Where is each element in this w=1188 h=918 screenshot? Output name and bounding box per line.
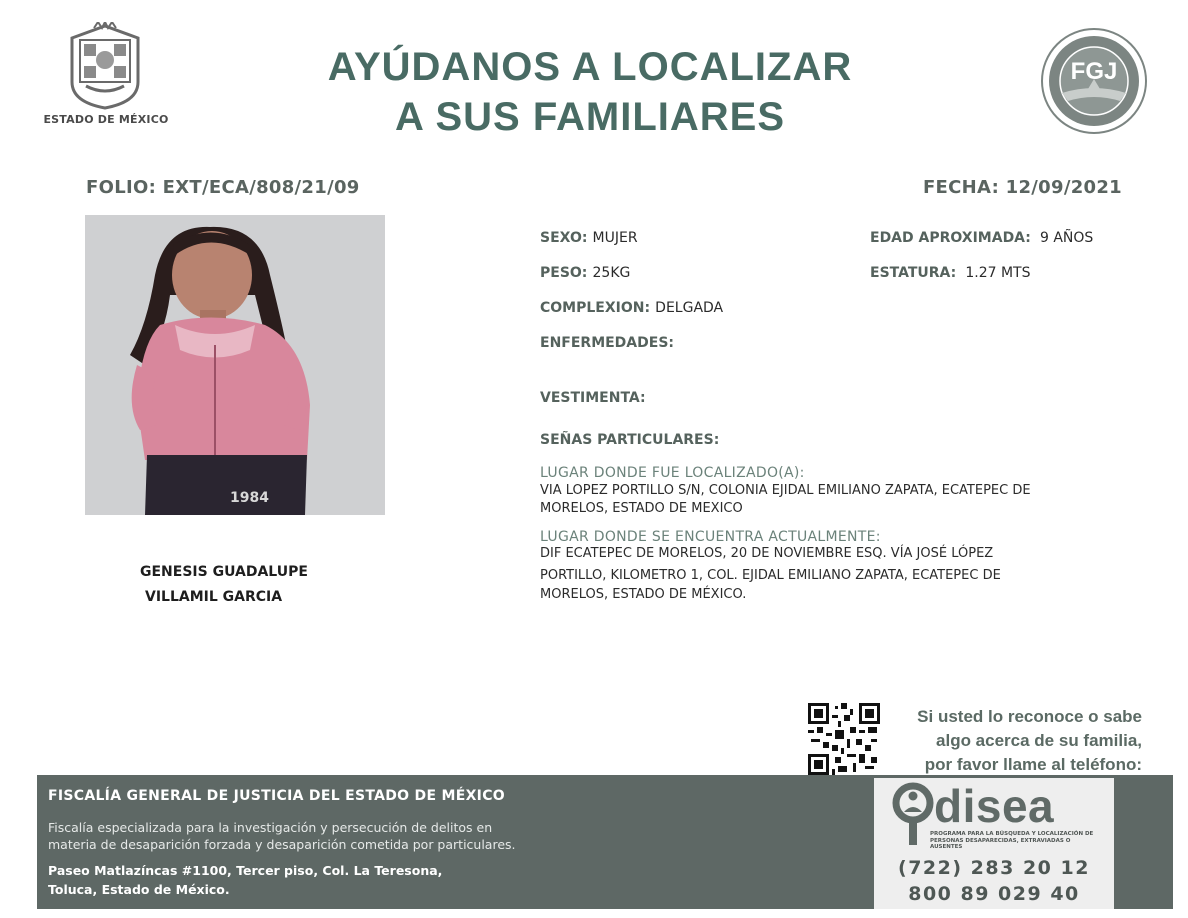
fgj-seal-logo [1040, 27, 1148, 135]
shirt-print-text: 1984 [230, 490, 269, 506]
senas-particulares-label: SEÑAS PARTICULARES: [540, 432, 720, 448]
title-line-2: A SUS FAMILIARES [394, 95, 786, 139]
person-photo [85, 215, 385, 515]
folio-number: FOLIO: EXT/ECA/808/21/09 [86, 177, 360, 198]
sexo-label: SEXO: [540, 230, 588, 246]
field-edad [870, 227, 1093, 246]
found-location-line-2: MORELOS, ESTADO DE MEXICO [540, 501, 743, 516]
found-location-heading: LUGAR DONDE FUE LOCALIZADO(A): [540, 465, 805, 481]
cta-line-3: por favor llame al teléfono: [924, 755, 1142, 774]
footer-description [48, 819, 648, 853]
current-location-heading: LUGAR DONDE SE ENCUENTRA ACTUALMENTE: [540, 529, 881, 545]
estatura-value: 1.27 MTS [965, 265, 1031, 281]
enfermedades-label: ENFERMEDADES: [540, 335, 675, 351]
fgj-logo-text: FGJ [1070, 58, 1118, 85]
estado-de-mexico-label: ESTADO DE MÉXICO [43, 113, 169, 126]
footer-address-line-1: Paseo Matlazíncas #1100, Tercer piso, Col. La Teresona, [48, 863, 443, 878]
odisea-tagline: PROGRAMA PARA LA BÚSQUEDA Y LOCALIZACIÓN DE PERSONAS DESAPARECIDAS, EXTRAVIADAS O AUSENTES [930, 831, 1094, 850]
footer-description-line-1: Fiscalía especializada para la investigación y persecución de delitos en [48, 820, 493, 835]
edad-value: 9 AÑOS [1039, 230, 1094, 246]
complexion-label: COMPLEXION: [540, 300, 651, 316]
edad-label: EDAD APROXIMADA: [870, 230, 1031, 246]
field-enfermedades [540, 332, 674, 351]
peso-label: PESO: [540, 265, 588, 281]
field-vestimenta [540, 387, 646, 406]
call-to-action-text [880, 705, 1142, 777]
estatura-label: ESTATURA: [870, 265, 957, 281]
odisea-wordmark: disea [934, 780, 1055, 832]
field-complexion [540, 297, 723, 316]
footer-address [48, 861, 648, 899]
phone-number-1[interactable]: (722) 283 20 12 [898, 857, 1090, 879]
person-name [140, 560, 380, 610]
report-date: FECHA: 12/09/2021 [922, 177, 1122, 198]
cta-line-2: algo acerca de su familia, [936, 731, 1142, 750]
footer-address-line-2: Toluca, Estado de México. [48, 882, 230, 897]
field-senas [540, 429, 719, 448]
cta-line-1: Si usted lo reconoce o sabe [917, 707, 1142, 726]
current-location-line-1: DIF ECATEPEC DE MORELOS, 20 DE NOVIEMBRE ESQ. VÍA JOSÉ LÓPEZ [540, 546, 994, 561]
field-sexo [540, 227, 638, 246]
page-title [250, 42, 930, 142]
field-estatura [870, 262, 1030, 281]
peso-value: 25KG [592, 265, 631, 281]
footer-description-line-2: materia de desaparición forzada y desaparición cometida por particulares. [48, 837, 516, 852]
phone-number-2[interactable]: 800 89 029 40 [908, 883, 1080, 905]
sexo-value: MUJER [592, 230, 638, 246]
footer-title: FISCALÍA GENERAL DE JUSTICIA DEL ESTADO DE MÉXICO [48, 788, 505, 804]
current-location-line-3: MORELOS, ESTADO DE MÉXICO. [540, 587, 747, 602]
complexion-value: DELGADA [655, 300, 724, 316]
current-location-line-2: PORTILLO, KILOMETRO 1, COL. EJIDAL EMILIANO ZAPATA, ECATEPEC DE [540, 568, 1001, 583]
field-peso [540, 262, 630, 281]
person-name-line-2: VILLAMIL GARCIA [145, 589, 283, 605]
found-location-line-1: VIA LOPEZ PORTILLO S/N, COLONIA EJIDAL EMILIANO ZAPATA, ECATEPEC DE [540, 483, 1031, 498]
vestimenta-label: VESTIMENTA: [540, 390, 646, 406]
estado-de-mexico-coat-of-arms-logo [64, 22, 146, 110]
title-line-1: AYÚDANOS A LOCALIZAR [327, 45, 853, 89]
qr-code[interactable] [808, 703, 880, 775]
person-name-line-1: GENESIS GUADALUPE [140, 564, 308, 580]
